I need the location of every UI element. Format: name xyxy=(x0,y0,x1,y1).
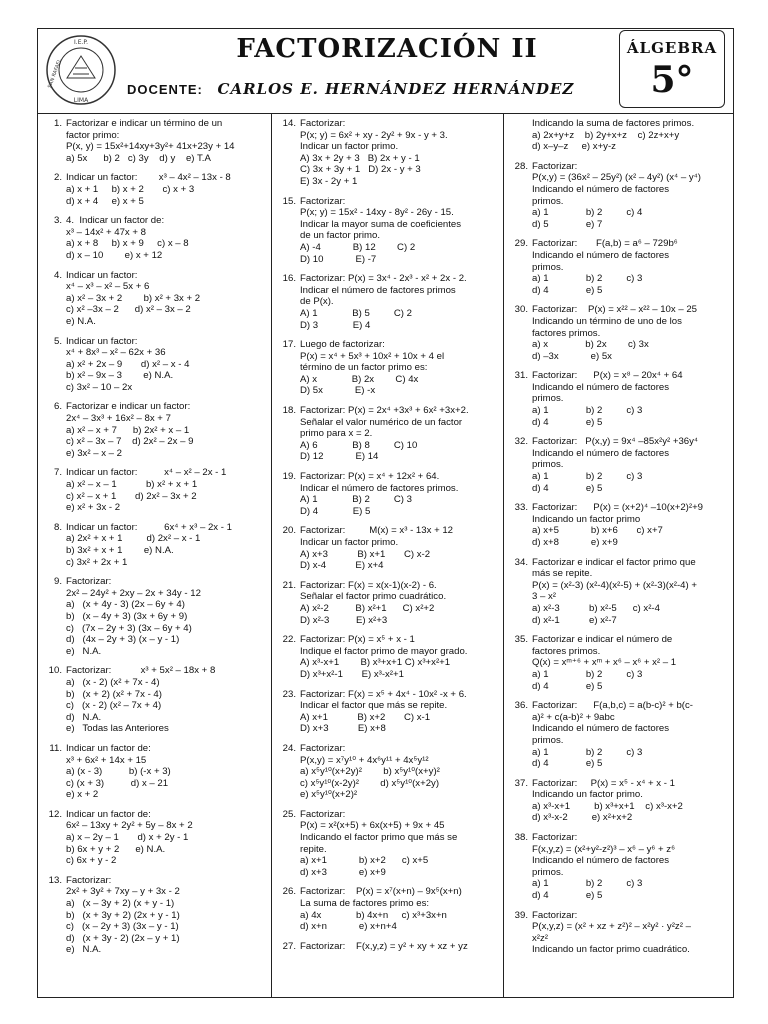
question-number: 36. xyxy=(514,700,528,712)
question-item xyxy=(276,689,502,735)
teacher-label: DOCENTE: xyxy=(127,82,203,97)
question-item xyxy=(508,161,730,231)
question-item xyxy=(508,436,730,494)
teacher-name: CARLOS E. HERNÁNDEZ HERNÁNDEZ xyxy=(217,80,575,98)
question-text: Factorizar: x³ + 5x² – 18x + 8 a) (x - 2) (x² + 7x - 4) b) (x + 2) (x² + 7x - 4) c) (x - 2) (x² – 7x + 4) d) N.A. e) Todas las Anteriores xyxy=(66,665,216,735)
question-item xyxy=(508,502,730,548)
question-text: Factorizar: P(x) = x⁵ - x⁴ + x - 1 Indicando un factor primo. a) x³-x+1 b) x³+x+1 c) x³-x+2 d) x³-x-2 e) x²+x+2 xyxy=(532,777,683,824)
question-text: Factorizar: 2x² – 24y² + 2xy – 2x + 34y - 12 a) (x + 4y - 3) (2x – 6y + 4) b) (x – 4y + 3) (3x + 6y + 9) c) (7x – 2y + 3) (3x – 6y + 4) d) (4x – 2y + 3) (x – y - 1) e) N.A. xyxy=(66,576,201,657)
question-text: Indicar un factor de: 6x² – 13xy + 2y² + 5y – 8x + 2 a) x – 2y – 1 d) x + 2y - 1 b) 6x + y + 2 e) N.A. c) 6x + y - 2 xyxy=(66,808,193,867)
question-number: 1. xyxy=(53,118,62,129)
question-number: 14. xyxy=(282,118,296,129)
question-item xyxy=(276,743,502,801)
question-number: 31. xyxy=(514,370,528,382)
question-number: 19. xyxy=(282,471,296,483)
question-text: Factorizar: P(x) = x²(x+5) + 6x(x+5) + 9x + 45 Indicando el factor primo que más se repite. a) x+1 b) x+2 c) x+5 d) x+3 e) x+9 xyxy=(300,808,458,878)
question-item xyxy=(42,270,266,328)
question-item xyxy=(276,273,502,331)
question-item xyxy=(42,522,266,568)
question-text: Factorizar: P(x) = x⁵ + x - 1 Indique el factor primo de mayor grado. A) x³-x+1 B) x³+x+1 C) x³+x²+1 D) x³+x²-1 E) x³-x²+1 xyxy=(300,634,468,680)
question-number: 4. xyxy=(53,269,62,281)
question-number: 15. xyxy=(282,195,296,207)
question-text: Factorizar: P(x,y) = (36x² – 25y²) (x² – 4y²) (x⁴ – y⁴) Indicando el número de factores primos. a) 1 b) 2 c) 4 d) 5 e) 7 xyxy=(532,160,701,230)
question-number: 33. xyxy=(514,502,528,514)
question-number: 7. xyxy=(53,467,62,479)
question-number: 8. xyxy=(53,521,62,533)
question-text: Factorizar: F(x,y,z) = y² + xy + xz + yz xyxy=(300,940,468,952)
question-item xyxy=(508,557,730,627)
question-number: 11. xyxy=(49,742,62,754)
column-3 xyxy=(508,118,730,964)
question-text: Factorizar: P(x,y) = 9x⁴ –85x²y² +36y⁴ Indicando el número de factores primos. a) 1 b) 2 c) 3 d) 4 e) 5 xyxy=(532,436,699,494)
question-text: Factorizar: F(x,y,z) = (x²+y²-z²)³ – x⁶ – y⁶ + z⁶ Indicando el número de factores primos. a) 1 b) 2 c) 3 d) 4 e) 5 xyxy=(532,832,676,902)
question-number: 22. xyxy=(282,634,296,646)
question-text: Factorizar: P(x) = x²² – x²² – 10x – 25 Indicando un término de uno de los factores primos. a) x b) 2x c) 3x d) –3x e) 5x xyxy=(532,304,698,362)
school-seal-icon xyxy=(45,34,117,106)
question-text: Indicar un factor: x⁴ + 8x³ – x² – 62x + 36 a) x² + 2x – 9 d) x² – x - 4 b) x² – 9x – 3 e) N.A. c) 3x² – 10 – 2x xyxy=(66,335,190,393)
question-item xyxy=(42,809,266,867)
question-number: 25. xyxy=(282,808,296,820)
question-number: 3. xyxy=(53,215,62,227)
question-item xyxy=(276,886,502,932)
question-text: Factorizar e indicar un término de un factor primo: P(x, y) = 15x²+14xy+3y²+ 41x+23y + 14 a) 5x b) 2 c) 3y d) y e) T.A xyxy=(66,118,235,164)
question-number: 2. xyxy=(53,172,62,184)
column-divider xyxy=(503,114,504,998)
question-item xyxy=(276,471,502,517)
question-item xyxy=(508,238,730,296)
question-item xyxy=(508,118,730,153)
column-divider xyxy=(271,114,272,998)
question-number: 37. xyxy=(514,777,528,789)
question-item xyxy=(508,304,730,362)
question-item xyxy=(276,339,502,397)
question-number: 9. xyxy=(53,576,62,588)
question-number: 24. xyxy=(282,742,296,754)
question-text: Factorizar: P(x) = 2x⁴ +3x³ + 6x² +3x+2. Señalar el valor numérico de un factor primo para x = 2. A) 6 B) 8 C) 10 D) 12 E) 14 xyxy=(300,405,469,463)
question-item xyxy=(42,215,266,261)
question-text: Factorizar: P(x,y) = x⁷y¹⁰ + 4x⁶y¹¹ + 4x⁵y¹² a) x⁵y¹⁰(x+2y)² b) x⁵y¹⁰(x+y)² c) x⁵y¹⁰(x-2y)² d) x⁵y¹⁰(x+2y) e) x⁵y¹⁰(x+2)² xyxy=(300,742,440,801)
svg-text:I.E.P.: I.E.P. xyxy=(74,39,88,46)
question-number: 32. xyxy=(514,436,528,448)
question-item xyxy=(276,634,502,680)
question-text: Factorizar e indicar el factor primo que más se repite. P(x) = (x²-3) (x²-4)(x²-5) + (x²-3)(x²-4) + 3 – x² a) x²-3 b) x²-5 c) x²-4 d) x²-1 e) x²-7 xyxy=(532,556,697,626)
question-number: 20. xyxy=(282,525,296,537)
svg-text:LIMA: LIMA xyxy=(73,97,89,104)
question-item xyxy=(42,665,266,735)
teacher-line xyxy=(127,80,574,98)
question-item xyxy=(276,405,502,463)
question-item xyxy=(508,370,730,428)
question-text: Indicar un factor: x⁴ – x³ – x² – 5x + 6 a) x² – 3x + 2 b) x² + 3x + 2 c) x² –3x – 2 d) x² – 3x – 2 e) N.A. xyxy=(66,269,201,327)
question-text: Factorizar: P(x) = (x+2)⁴ –10(x+2)²+9 Indicando un factor primo a) x+5 b) x+6 c) x+7 d) x+8 e) x+9 xyxy=(532,502,704,548)
question-text: Indicando la suma de factores primos. a) 2x+y+z b) 2y+x+z c) 2z+x+y d) x–y–z e) x+y-z xyxy=(532,118,695,153)
page-header xyxy=(37,28,734,114)
question-item xyxy=(42,118,266,164)
question-text: Factorizar e indicar el número de factores primos. Q(x) = xᵐ⁺⁶ + xᵐ + x⁶ – x⁶ + x² – 1 a) 1 b) 2 c) 3 d) 4 e) 5 xyxy=(532,634,677,692)
column-1 xyxy=(42,118,266,964)
question-number: 10. xyxy=(48,665,62,677)
question-number: 27. xyxy=(282,940,296,952)
question-number: 12. xyxy=(48,808,62,820)
question-number: 16. xyxy=(282,273,296,285)
question-text: Indicar un factor: x³ – 4x² – 13x - 8 a) x + 1 b) x + 2 c) x + 3 d) x + 4 e) x + 5 xyxy=(66,172,231,207)
question-number: 34. xyxy=(514,556,528,568)
question-text: 4. Indicar un factor de: x³ – 14x² + 47x + 8 a) x + 8 b) x + 9 c) x – 8 d) x – 10 e) x + 12 xyxy=(66,215,189,261)
question-number: 21. xyxy=(282,579,296,591)
question-text: Luego de factorizar: P(x) = x⁴ + 5x³ + 10x² + 10x + 4 el término de un factor primo es: A) x B) 2x C) 4x D) 5x E) -x xyxy=(300,339,445,397)
question-text: Factorizar: F(x) = x(x-1)(x-2) - 6. Señalar el factor primo cuadrático. A) x²-2 B) x²+1 C) x²+2 D) x²-3 E) x²+3 xyxy=(300,579,447,626)
question-item xyxy=(42,467,266,513)
question-item xyxy=(508,778,730,824)
question-item xyxy=(276,809,502,879)
question-item xyxy=(508,910,730,956)
question-item xyxy=(276,118,502,188)
question-text: Factorizar: 2x² + 3y² + 7xy – y + 3x - 2 a) (x – 3y + 2) (x + y - 1) b) (x + 3y + 2) (2x + y - 1) c) (x – 2y + 3) (3x – y - 1) d) (x + 3y - 2) (2x – y + 1) e) N.A. xyxy=(66,874,180,956)
question-number: 35. xyxy=(514,634,528,646)
question-item xyxy=(42,576,266,657)
question-number: 17. xyxy=(282,339,296,351)
page-title: FACTORIZACIÓN II xyxy=(236,34,538,64)
question-item xyxy=(276,196,502,266)
question-text: Factorizar: P(x) = x⁷(x+n) – 9x⁵(x+n) La suma de factores primo es: a) 4x b) 4x+n c) x³+3x+n d) x+n e) x+n+4 xyxy=(300,886,462,933)
subject-box xyxy=(619,30,725,108)
question-number: 30. xyxy=(514,304,528,316)
question-item xyxy=(508,832,730,902)
grade-label: 5° xyxy=(650,59,694,101)
question-item xyxy=(276,580,502,626)
subject-label: ÁLGEBRA xyxy=(626,39,718,57)
question-text: Indicar un factor: 6x⁴ + x³ – 2x - 1 a) 2x² + x + 1 d) 2x² – x - 1 b) 3x² + x + 1 e) N.A. c) 3x² + 2x + 1 xyxy=(66,521,232,568)
question-number: 26. xyxy=(282,886,296,898)
question-text: Factorizar e indicar un factor: 2x⁴ – 3x³ + 16x² – 8x + 7 a) x² – x + 7 b) 2x² + x – 1 c) x² – 3x – 7 d) 2x² – 2x – 9 e) 3x² – x – 2 xyxy=(66,401,194,459)
question-text: Factorizar: P(x; y) = 15x² - 14xy - 8y² - 26y - 15. Indicar la mayor suma de coeficientes de un factor primo. A) -4 B) 12 C) 2 D) 10 E) -7 xyxy=(300,195,462,265)
question-item xyxy=(276,941,502,953)
question-text: Factorizar: P(x) = 3x⁴ - 2x³ - x² + 2x - 2. Indicar el número de factores primos de P(x). A) 1 B) 5 C) 2 D) 3 E) 4 xyxy=(300,273,467,331)
question-item xyxy=(42,743,266,801)
question-text: Factorizar: P(x) = x⁴ + 12x² + 64. Indicar el número de factores primos. A) 1 B) 2 C) 3 D) 4 E) 5 xyxy=(300,471,459,517)
question-number: 23. xyxy=(282,688,296,700)
question-item xyxy=(42,401,266,459)
question-text: Factorizar: M(x) = x³ - 13x + 12 Indicar un factor primo. A) x+3 B) x+1 C) x-2 D) x-4 E) x+4 xyxy=(300,525,454,572)
question-text: Factorizar: F(x) = x⁵ + 4x⁴ - 10x² -x + 6. Indicar el factor que más se repite. A) x+1 B) x+2 C) x-1 D) x+3 E) x+8 xyxy=(300,688,467,735)
question-number: 29. xyxy=(514,238,528,250)
question-item xyxy=(42,172,266,207)
question-item xyxy=(508,700,730,770)
column-2 xyxy=(276,118,502,960)
question-text: Indicar un factor de: x³ + 6x² + 14x + 15 a) (x - 3) b) (-x + 3) c) (x + 3) d) x – 21 e) x + 2 xyxy=(66,742,171,801)
question-number: 28. xyxy=(514,160,528,172)
question-number: 39. xyxy=(514,909,528,921)
question-number: 38. xyxy=(514,832,528,844)
question-text: Factorizar: P(x; y) = 6x² + xy - 2y² + 9x - y + 3. Indicar un factor primo. A) 3x + 2y + 3 B) 2x + y - 1 C) 3x + 3y + 1 D) 2x - y + 3 E) 3x - 2y + 1 xyxy=(300,118,448,187)
question-number: 5. xyxy=(53,335,62,347)
question-item xyxy=(508,634,730,692)
question-item xyxy=(276,525,502,571)
question-text: Factorizar: P(x) = x⁸ – 20x⁴ + 64 Indicando el número de factores primos. a) 1 b) 2 c) 3 d) 4 e) 5 xyxy=(532,370,683,428)
question-text: Factorizar: P(x,y,z) = (x² + xz + z²)² – x²y² · y²z² – x²z² Indicando un factor primo cuadrático. xyxy=(532,909,691,956)
question-item xyxy=(42,336,266,394)
question-item xyxy=(42,875,266,956)
question-number: 18. xyxy=(282,405,296,417)
question-text: Factorizar: F(a,b,c) = a(b-c)² + b(c- a)² + c(a-b)² + 9abc Indicando el número de factores primos. a) 1 b) 2 c) 3 d) 4 e) 5 xyxy=(532,700,693,770)
svg-text:SAN RAFAEL: SAN RAFAEL xyxy=(47,58,64,90)
question-number: 6. xyxy=(53,401,62,413)
question-number: 13. xyxy=(48,874,62,886)
question-text: Factorizar: F(a,b) = a⁶ – 729b⁶ Indicando el número de factores primos. a) 1 b) 2 c) 3 d) 4 e) 5 xyxy=(532,238,678,296)
question-text: Indicar un factor: x⁴ – x² – 2x - 1 a) x² – x – 1 b) x² + x + 1 c) x² – x + 1 d) 2x² – 3x + 2 e) x² + 3x - 2 xyxy=(66,467,227,514)
